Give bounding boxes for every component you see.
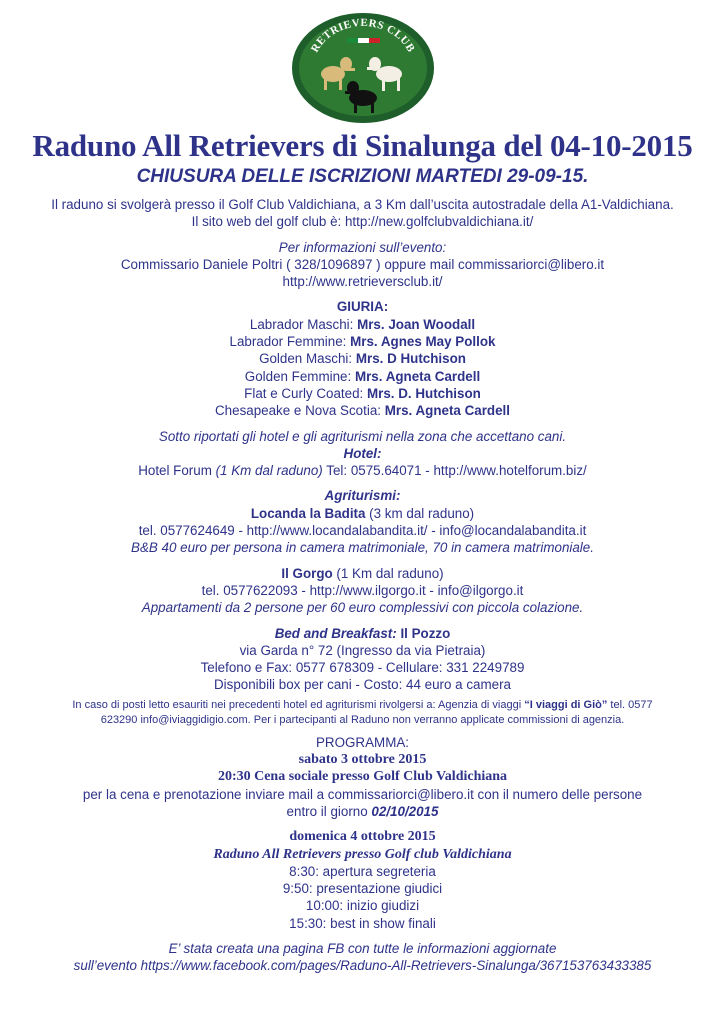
agriturismi-heading: Agriturismi: [324, 488, 401, 504]
bnb-title: Bed and Breakfast: Il Pozzo [274, 625, 451, 641]
agency-note-2: 623290 info@iviaggidigio.com. Per i partecipanti al Raduno non verranno applicate commissioni di agenzia. [100, 713, 625, 726]
intro-golf-website: Il sito web del golf club è: http://new.golfclubvaldichiana.it/ [191, 214, 534, 230]
jury-row: Chesapeake e Nova Scotia: Mrs. Agneta Cardell [215, 403, 510, 419]
hotel-forum: Hotel Forum (1 Km dal raduno) Tel: 0575.64071 - http://www.hotelforum.biz/ [138, 463, 587, 479]
svg-text:RETRIEVERS CLUB: RETRIEVERS CLUB [308, 16, 418, 55]
agriturismo-name: Il Gorgo (1 Km dal raduno) [281, 565, 444, 581]
schedule-item: 15:30: best in show finali [289, 915, 436, 931]
bnb-address: via Garda n° 72 (Ingresso da via Pietraia) [239, 642, 486, 658]
agency-note: In caso di posti letto esauriti nei precedenti hotel ed agriturismi rivolgersi a: Agenzia di viaggi “I viaggi di Giò” tel. 0577 [72, 698, 653, 711]
jury-row: Flat e Curly Coated: Mrs. D. Hutchison [244, 385, 481, 401]
program-deadline: entro il giorno 02/10/2015 [286, 803, 439, 819]
agriturismo-contact: tel. 0577624649 - http://www.locandalabandita.it/ - info@locandalabandita.it [138, 523, 587, 539]
agriturismo-contact: tel. 0577622093 - http://www.ilgorgo.it - info@ilgorgo.it [201, 582, 524, 598]
agriturismo-note: B&B 40 euro per persona in camera matrimoniale, 70 in camera matrimoniale. [131, 540, 594, 556]
retrievers-club-logo [291, 12, 435, 124]
info-website: http://www.retrieversclub.it/ [282, 274, 443, 290]
bnb-boxes: Disponibili box per cani - Costo: 44 euro a camera [214, 677, 511, 693]
footer-fb-note: E’ stata creata una pagina FB con tutte le informazioni aggiornate [168, 940, 557, 956]
jury-row: Golden Femmine: Mrs. Agneta Cardell [244, 368, 481, 384]
program-saturday: sabato 3 ottobre 2015 [298, 752, 427, 768]
flyer-body [0, 196, 725, 975]
program-dinner-note: per la cena e prenotazione inviare mail a commissariorci@libero.it con il numero delle persone [82, 786, 643, 802]
schedule-item: 10:00: inizio giudizi [305, 898, 420, 914]
program-dinner: 20:30 Cena sociale presso Golf Club Valdichiana [217, 769, 508, 785]
program-heading: PROGRAMMA: [316, 734, 409, 750]
jury-row: Labrador Femmine: Mrs. Agnes May Pollok [229, 334, 496, 350]
hotels-intro: Sotto riportati gli hotel e gli agriturismi nella zona che accettano cani. [158, 428, 567, 444]
intro-venue: Il raduno si svolgerà presso il Golf Club Valdichiana, a 3 Km dall’uscita autostradale della A1-Valdichiana. [51, 197, 674, 212]
schedule-item: 9:50: presentazione giudici [282, 881, 443, 897]
jury-row: Golden Maschi: Mrs. D Hutchison [259, 351, 466, 367]
agriturismo-name: Locanda la Badita (3 km dal raduno) [250, 505, 475, 521]
footer-fb-link[interactable]: sull’evento https://www.facebook.com/pages/Raduno-All-Retrievers-Sinalunga/367153763433385 [73, 958, 652, 974]
bnb-phone: Telefono e Fax: 0577 678309 - Cellulare: 331 2249789 [200, 660, 525, 676]
info-contact: Commissario Daniele Poltri ( 328/1096897 ) oppure mail commissariorci@libero.it [120, 256, 605, 272]
hotels-heading: Hotel: [343, 445, 382, 461]
program-sunday: domenica 4 ottobre 2015 [289, 829, 436, 845]
info-heading: Per informazioni sull’evento: [278, 239, 447, 255]
page-title: Raduno All Retrievers di Sinalunga del 04-10-2015 [32, 128, 693, 163]
schedule-item: 8:30: apertura segreteria [289, 863, 436, 879]
jury-heading: GIURIA: [336, 299, 389, 315]
registration-deadline: CHIUSURA DELLE ISCRIZIONI MARTEDI 29-09-15. [136, 166, 589, 187]
program-event: Raduno All Retrievers presso Golf club Valdichiana [213, 846, 512, 862]
agriturismo-note: Appartamenti da 2 persone per 60 euro complessivi con piccola colazione. [141, 600, 584, 616]
header [0, 128, 725, 188]
jury-row: Labrador Maschi: Mrs. Joan Woodall [249, 316, 476, 332]
